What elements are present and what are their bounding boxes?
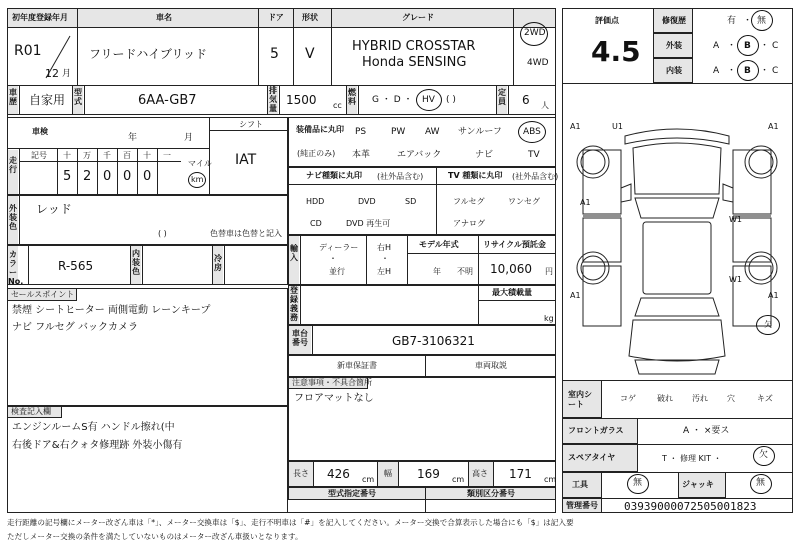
use-label: 車歴 [8,86,18,114]
seat-stain: 汚れ [692,394,708,403]
fuel-options: G ・ D ・ [372,95,413,105]
exterior-label: 外装 [666,41,682,50]
equip-pw: PW [391,127,406,137]
mark-5: W1 [729,215,742,224]
digit-divider [57,148,58,195]
fuel-label: 燃料 [347,86,357,114]
mark-8: A1 [768,291,779,300]
first-reg-month: 12 [45,67,59,80]
mark-3: A1 [768,122,779,131]
color-note: 色替車は色替と記入 [210,229,282,238]
inspector-label: 検査記入欄 [11,407,51,416]
chassis-label: 車台番号 [289,326,311,354]
warranty-label: 新車保証書 [337,361,377,370]
import-dealer: ディーラー [319,243,359,252]
nav-dvd: DVD [358,197,376,206]
shaken-year: 年 [128,133,138,143]
digit-divider [157,148,158,195]
import-left: 左H [377,267,392,276]
shift-value: IAT [235,152,257,168]
model-year-label: モデル年式 [419,240,459,249]
chassis-value: GB7-3106321 [392,334,475,348]
seat-label: 室内シート [568,390,592,409]
capacity: 6 [522,93,530,107]
tv-oneseg: ワンセグ [508,197,540,206]
footer-line-1: 走行距離の記号欄にメーター改ざん車は「*」、メーター交換車は「$」、走行不明車は「#」を記入してください。メーター交換で合算表示した場合にも「$」は記入要 [7,518,574,527]
int-grade-c: C [772,66,779,76]
repair-no: 無 [757,16,767,26]
footer-line-2: ただしメーター交換の条件を満たしていないものはメーター改ざん車扱いとなります。 [7,532,303,541]
nav-subtitle: (社外品含む) [377,172,424,181]
mileage-digit: 2 [83,169,92,184]
seat-hole: 穴 [727,394,735,403]
equip-leather: 本革 [352,150,371,160]
width-value: 169 [417,467,440,481]
mileage-label: 走行 [8,150,18,194]
equip-ps: PS [355,127,367,137]
import-parallel: 並行 [329,267,345,276]
cc-unit: cc [333,101,342,110]
equip-tv: TV [528,150,540,160]
digit-header: 十 [143,151,151,160]
spec-no-label: 型式指定番号 [328,489,376,498]
digit-divider [137,148,138,195]
car-diagram [563,84,792,380]
model-year-value: 不明 [457,267,473,276]
height-value: 171 [509,467,532,481]
recycle-label: リサイクル預託金 [483,240,546,249]
displacement-label: 排気量 [269,86,277,113]
color-no-label: カラーNo. [8,246,18,284]
int-grade-a: A [713,66,720,76]
mileage-digit: 0 [103,169,112,184]
car-name: フリードハイブリッド [89,47,207,61]
sales-label: セールスポイント [11,290,75,299]
jack-label: ジャッキ [682,480,714,489]
model-type: 6AA-GB7 [138,93,197,108]
mile-label: マイル [188,159,212,168]
height-label: 高さ [472,469,488,478]
digit-header: 百 [123,151,131,160]
interior-label: 内装 [666,66,682,75]
equip-aw: AW [425,127,440,137]
equip-abs: ABS [523,127,541,137]
fuel-selected: HV [422,95,435,105]
ext-grade-c: C [772,41,779,51]
mgmt-value: 03939000072505001823 [624,500,757,513]
equip-subtitle: (純正のみ) [297,149,336,158]
mark-missing: 欠 [764,320,772,329]
glass-opts: A ・ ×要ス [683,426,730,436]
score-label: 評価点 [595,16,619,25]
equip-nav: ナビ [475,150,494,160]
drive-4wd: 4WD [527,58,549,68]
ext-grade-a: A [713,41,720,51]
fuel-paren: ( ) [446,95,456,105]
car-name-label: 車名 [156,13,172,22]
color-label: 外装色 [8,196,18,244]
class-no-label: 類別区分番号 [467,489,515,498]
tools-label: 工具 [572,480,588,489]
nav-sd: SD [405,197,417,206]
row-2 [7,85,556,115]
displacement: 1500 [286,93,317,107]
shaken-month: 月 [184,133,194,143]
shaken-label: 車検 [32,127,48,136]
notes-block [288,377,556,461]
mileage-digit: 0 [123,169,132,184]
ext-grade-b: B [744,41,751,51]
glass-label: フロントガラス [568,426,624,435]
width-label: 幅 [384,469,392,478]
inspector-line-1: エンジンルームS有 ハンドル擦れ(中 [12,422,175,433]
digit-header: 一 [163,151,171,160]
seat-burn: コゲ [620,394,636,403]
digit-header: 千 [103,151,111,160]
reg-label: 登録義務 [290,286,298,322]
spare-selected: 欠 [759,450,769,460]
mark-6: W1 [729,275,742,284]
mgmt-label: 管理番号 [566,501,598,510]
digit-header: 十 [63,151,71,160]
recycle-value: 10,060 [490,262,532,276]
tv-subtitle: (社外品含む) [512,172,559,181]
equip-sunroof: サンルーフ [458,127,502,137]
notes-label: 注意事項・不具合箇所 [292,378,372,387]
inspector-line-2: 右後ドア&右クォタ修理跡 外装小傷有 [12,440,183,451]
repair-yes: 有 [727,16,737,26]
digit-divider [117,148,118,195]
length-unit: cm [362,475,375,484]
digit-header: 万 [83,151,91,160]
cooler-label: 冷房 [213,246,223,284]
body-shape: V [305,46,315,62]
first-reg-year: R01 [14,43,42,59]
mark-2: U1 [612,122,623,131]
capacity-label: 定員 [497,86,507,114]
grade-line-1: HYBRID CROSSTAR [352,39,476,54]
grade-line-2: Honda SENSING [362,55,467,70]
color-note-paren: ( ) [158,229,167,238]
equip-title: 装備品に丸印 [296,125,344,134]
sales-line-2: ナビ フルセグ バックカメラ [12,322,138,333]
repair-label: 修復歴 [662,16,686,25]
tools-value: 無 [633,478,643,488]
nav-title: ナビ種類に丸印 [306,171,362,180]
equip-airbag: エアバック [397,150,442,160]
color-no-row [7,245,288,285]
drive-2wd: 2WD [524,28,546,38]
spare-label: スペアタイヤ [568,453,616,462]
load-unit: kg [544,314,554,323]
spare-opts: T ・ 修理 KIT ・ [662,454,722,463]
month-unit: 月 [62,69,72,79]
tv-fullseg: フルセグ [453,197,485,206]
length-label: 長さ [293,469,309,478]
mark-7: A1 [570,291,581,300]
jack-value: 無 [756,478,766,488]
warranty-row [288,355,556,377]
capacity-unit: 人 [541,101,549,110]
shape-label: 形状 [302,13,318,22]
height-unit: cm [544,475,557,484]
color-no: R-565 [58,259,94,273]
sales-line-1: 禁煙 シートヒーター 両側電動 レーンキープ [12,305,211,316]
nav-hdd: HDD [306,197,325,206]
nav-dvd-play: DVD 再生可 [346,219,391,228]
score-value: 4.5 [591,35,641,68]
mileage-digit: 5 [63,169,72,184]
kigou-label: 記号 [31,151,47,160]
use-value: 自家用 [29,93,66,107]
import-label: 輸入 [289,236,299,284]
mark-1: A1 [570,122,581,131]
manual-label: 車両取説 [475,361,507,370]
nav-cd: CD [310,219,322,228]
load-label: 最大積載量 [492,288,532,297]
type-label: 型式 [73,86,83,114]
color-value: レッド [36,202,72,216]
door-count: 5 [270,46,279,62]
door-label: ドア [268,13,284,22]
int-grade-b: B [744,66,751,76]
import-right: 右H [377,243,392,252]
seat-scratch: キズ [757,394,773,403]
model-year-unit: 年 [433,267,441,276]
km-label: km [191,175,204,184]
recycle-unit: 円 [545,267,553,276]
grade-label: グレード [402,13,434,22]
interior-color-label: 内装色 [131,246,141,284]
width-unit: cm [452,475,465,484]
tv-analog: アナログ [453,219,485,228]
shift-label: シフト [239,120,263,129]
mark-4: A1 [580,198,591,207]
notes-value: フロアマットなし [294,393,374,404]
tv-title: TV 種類に丸印 [448,171,503,180]
seat-tear: 破れ [657,394,673,403]
digit-divider [97,148,98,195]
length-value: 426 [327,467,350,481]
first-reg-label: 初年度登録年月 [12,13,68,22]
digit-divider [77,148,78,195]
mileage-digit: 0 [143,169,152,184]
